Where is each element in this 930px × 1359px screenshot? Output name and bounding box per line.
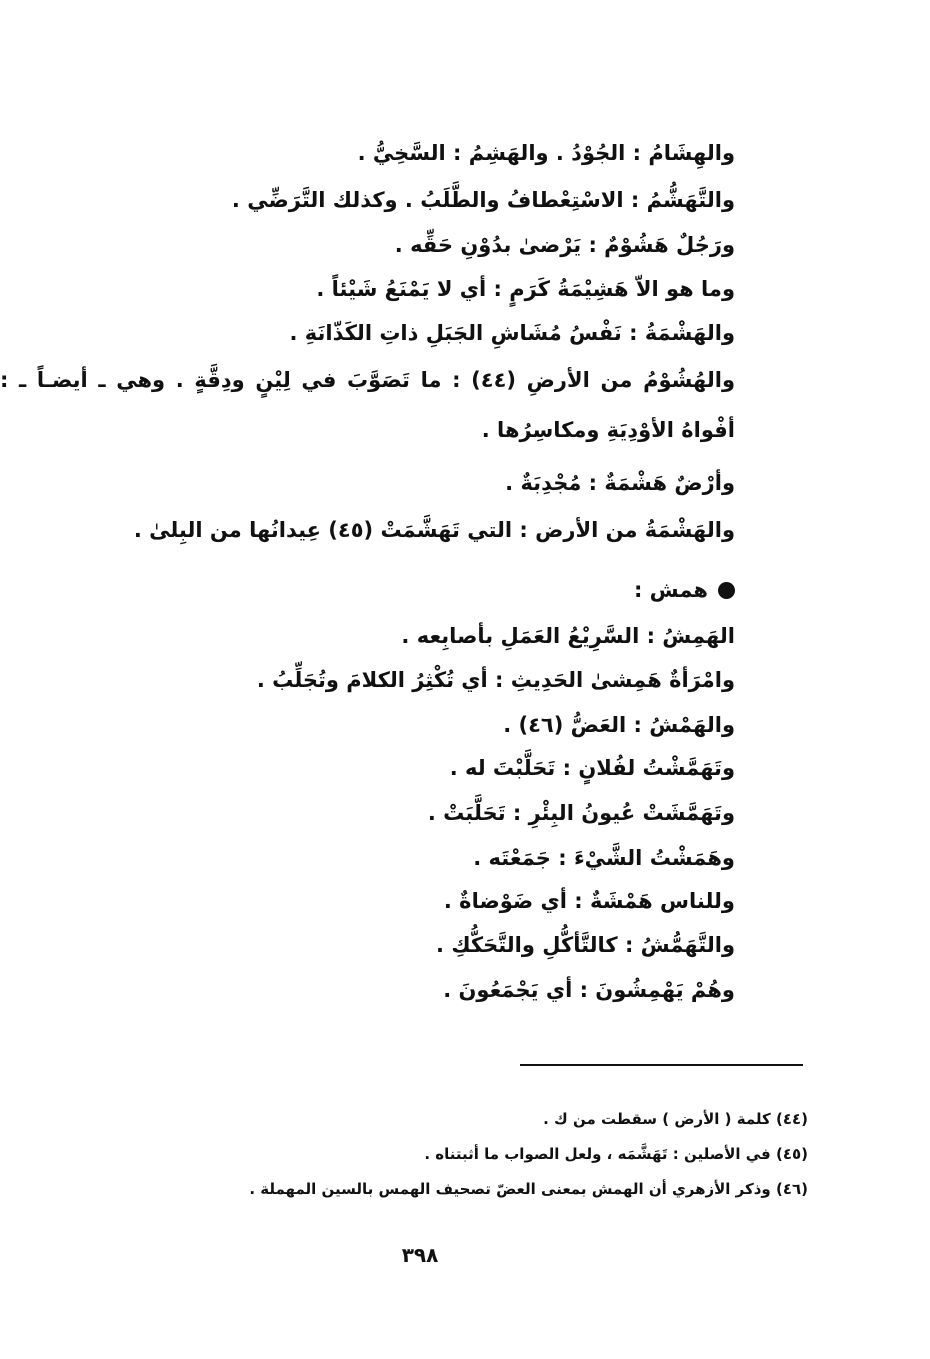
entry-line: وأرْضٌ هَشْمَةٌ : مُجْدِبَةٌ . <box>505 471 735 495</box>
entry-line: والهَشْمَةُ من الأرض : التي تَهَشَّمَتْ (٤٥) عِيدانُها من البِلىٰ . <box>133 518 735 542</box>
entry-line: والتَّهَمُّشُ : كالتَّأكُّلِ والتَّحَكُّكِ . <box>436 933 735 957</box>
page-number: ٣٩٨ <box>401 1243 439 1267</box>
entry-line: وتَهَمَّشْتُ لفُلانٍ : تَحَلَّبْتَ له . <box>449 756 735 780</box>
footnote-divider <box>520 1064 803 1066</box>
entry-line: والهُشُوْمُ من الأرضِ (٤٤) : ما تَصَوَّبَ في لِيْنٍ ودِقَّةٍ . وهي ـ أيضـاً ـ : أفْواهُ الأوْدِيَةِ ومكاسِرُها . <box>0 368 736 442</box>
entry-line: وهَمَشْتُ الشَّيْءَ : جَمَعْتَه . <box>473 846 735 870</box>
entry-line: والهَمْشُ : العَضُّ (٤٦) . <box>503 713 735 737</box>
section-heading <box>634 578 735 602</box>
footnote: (٤٤) كلمة ( الأرض ) سقطت من ك . <box>543 1110 808 1128</box>
footnote: (٤٥) في الأصلين : تَهَشَّمَه ، ولعل الصواب ما أثبتناه . <box>424 1145 808 1163</box>
entry-line: والتَّهَشُّمُ : الاسْتِعْطافُ والطَّلَبُ . وكذلك التَّرَضِّي . <box>231 188 735 212</box>
entry-line: والهِشَامُ : الجُوْدُ . والهَشِمُ : السَّخِيُّ . <box>357 141 735 165</box>
bullet-icon <box>718 582 735 599</box>
entry-line: وتَهَمَّشَتْ عُيونُ البِئْرِ : تَحَلَّبَتْ . <box>427 801 735 825</box>
entry-line: وللناس هَمْشَةٌ : أي ضَوْضاةٌ . <box>443 889 735 913</box>
entry-line: الهَمِشُ : السَّرِيْعُ العَمَلِ بأصابِعه . <box>401 624 735 648</box>
entry-line: وما هو الاّ هَشِيْمَةُ كَرَمٍ : أي لا يَمْنَعُ شَيْئاً . <box>316 277 735 301</box>
entry-line: ورَجُلٌ هَشُوْمٌ : يَرْضىٰ بدُوْنِ حَقِّه . <box>394 233 735 257</box>
section-heading-label: همش : <box>633 578 708 602</box>
entry-line: والهَشْمَةُ : نَفْسُ مُشَاشِ الجَبَلِ ذاتِ الكَذّانَةِ . <box>289 321 735 345</box>
entry-line: وهُمْ يَهْمِشُونَ : أي يَجْمَعُونَ . <box>443 978 735 1002</box>
entry-line: وامْرَأةٌ هَمِشىٰ الحَدِيثِ : أي تُكْثِرُ الكلامَ وتُجَلِّبُ . <box>256 668 735 692</box>
footnote: (٤٦) وذكر الأزهري أن الهمش بمعنى العضّ تصحيف الهمس بالسين المهملة . <box>249 1180 808 1198</box>
